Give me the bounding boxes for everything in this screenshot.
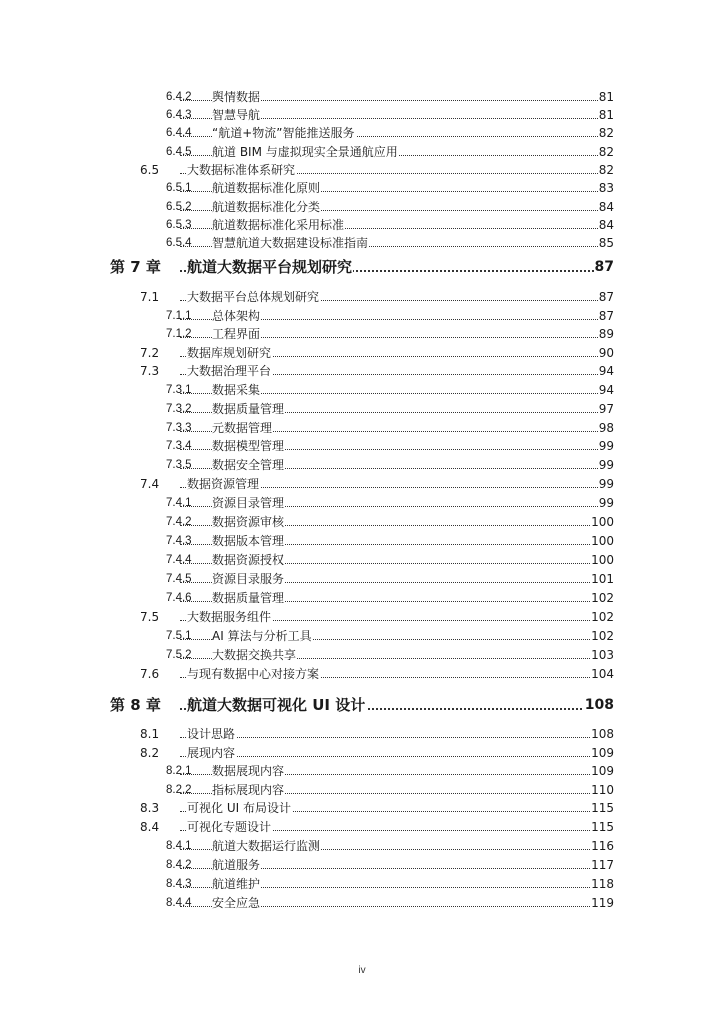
toc-entry-title: 设计思路	[187, 727, 236, 741]
toc-entry-number: 第 7 章	[110, 258, 161, 276]
toc-entry-title: 智慧导航	[212, 108, 261, 122]
toc-entry[interactable]	[0, 665, 724, 683]
toc-entry-title: 数据采集	[212, 383, 261, 397]
toc-entry-number: 7.3.3	[166, 422, 192, 434]
toc-entry-number: 6.5	[140, 163, 160, 177]
toc-entry[interactable]	[0, 494, 724, 512]
toc-entry-title: 数据安全管理	[212, 458, 285, 472]
toc-entry-page: 101	[591, 572, 614, 586]
toc-entry-title: 元数据管理	[212, 421, 273, 435]
toc-entry-page: 100	[591, 534, 614, 548]
toc-entry[interactable]	[0, 381, 724, 399]
toc-entry-title: 展现内容	[187, 746, 236, 760]
toc-entry-page: 108	[584, 692, 614, 718]
toc-entry[interactable]	[0, 344, 724, 362]
toc-entry[interactable]	[0, 198, 724, 216]
toc-entry-number: 7.4.3	[166, 535, 192, 547]
toc-entry-title: 航道大数据平台规划研究	[187, 254, 353, 280]
toc-entry[interactable]	[0, 307, 724, 325]
toc-entry-title: 数据模型管理	[212, 439, 285, 453]
toc-entry-title: 大数据标准体系研究	[187, 163, 296, 177]
toc-entry-page: 102	[591, 591, 614, 605]
toc-entry-page: 89	[598, 327, 614, 341]
toc-entry-number: 7.3.1	[166, 384, 192, 396]
toc-entry-number: 6.4.3	[166, 109, 192, 121]
toc-entry-page: 109	[591, 746, 614, 760]
toc-entry-title: 数据质量管理	[212, 591, 285, 605]
toc-entry-number: 8.4.3	[166, 878, 192, 890]
toc-entry-number: 7.1	[140, 290, 160, 304]
toc-entry-title: 可视化专题设计	[187, 820, 272, 834]
toc-entry-page: 94	[598, 364, 614, 378]
toc-entry-number: 6.5.1	[166, 182, 192, 194]
toc-entry[interactable]	[0, 856, 724, 874]
toc-entry-title: 航道数据标准化分类	[212, 200, 321, 214]
toc-entry[interactable]	[0, 837, 724, 855]
toc-entry[interactable]	[0, 551, 724, 569]
toc-entry[interactable]	[0, 161, 724, 179]
toc-entry-title: 智慧航道大数据建设标准指南	[212, 236, 369, 250]
toc-entry-number: 8.4.2	[166, 859, 192, 871]
toc-entry-title: 数据资源管理	[187, 477, 260, 491]
toc-entry-title: 资源目录服务	[212, 572, 285, 586]
toc-entry-number: 7.4.1	[166, 497, 192, 509]
toc-entry-title: 舆情数据	[212, 90, 261, 104]
toc-entry-number: 7.3.2	[166, 403, 192, 415]
toc-entry-title: AI 算法与分析工具	[212, 629, 312, 643]
toc-entry[interactable]	[0, 875, 724, 893]
toc-entry-title: “航道+物流”智能推送服务	[212, 126, 355, 140]
toc-entry-number: 8.2.1	[166, 765, 192, 777]
toc-entry-page: 87	[594, 254, 614, 280]
toc-entry-page: 99	[598, 477, 614, 491]
toc-entry[interactable]	[0, 762, 724, 780]
dot-leader	[180, 737, 614, 738]
dot-leader	[180, 756, 614, 757]
toc-entry-title: 工程界面	[212, 327, 261, 341]
toc-entry-page: 116	[591, 839, 614, 853]
toc-entry[interactable]	[0, 475, 724, 493]
toc-entry-title: 数据版本管理	[212, 534, 285, 548]
toc-entry-number: 8.2.2	[166, 784, 192, 796]
toc-chapter-entry[interactable]	[0, 692, 724, 718]
toc-entry-title: 大数据交换共享	[212, 648, 297, 662]
toc-entry-number: 7.4.6	[166, 592, 192, 604]
toc-entry-page: 82	[598, 126, 614, 140]
toc-entry-title: 航道数据标准化采用标准	[212, 218, 345, 232]
toc-entry[interactable]	[0, 646, 724, 664]
toc-entry-title: 可视化 UI 布局设计	[187, 801, 291, 815]
toc-entry[interactable]	[0, 362, 724, 380]
toc-entry-number: 7.5.2	[166, 649, 192, 661]
toc-entry-number: 7.4.4	[166, 554, 192, 566]
toc-entry[interactable]	[0, 88, 724, 106]
toc-entry-number: 8.4.1	[166, 840, 192, 852]
toc-entry[interactable]	[0, 437, 724, 455]
toc-entry[interactable]	[0, 400, 724, 418]
toc-entry-page: 99	[598, 496, 614, 510]
toc-entry-page: 94	[598, 383, 614, 397]
toc-entry-page: 84	[598, 218, 614, 232]
toc-entry-number: 7.4.2	[166, 516, 192, 528]
toc-chapter-entry[interactable]	[0, 254, 724, 280]
toc-entry-title: 指标展现内容	[212, 783, 285, 797]
toc-entry-page: 102	[591, 629, 614, 643]
toc-entry-number: 7.3.5	[166, 459, 192, 471]
toc-entry[interactable]	[0, 234, 724, 252]
toc-entry[interactable]	[0, 570, 724, 588]
toc-entry-page: 97	[598, 402, 614, 416]
toc-entry-title: 航道服务	[212, 858, 261, 872]
toc-entry-page: 85	[598, 236, 614, 250]
toc-entry-number: 8.4	[140, 820, 160, 834]
toc-entry-number: 8.2	[140, 746, 160, 760]
toc-entry-title: 数据库规划研究	[187, 346, 272, 360]
toc-entry-page: 118	[591, 877, 614, 891]
toc-entry-number: 7.5.1	[166, 630, 192, 642]
toc-entry-page: 87	[598, 290, 614, 304]
toc-entry-number: 7.6	[140, 667, 160, 681]
toc-entry-page: 108	[591, 727, 614, 741]
toc-entry-page: 104	[591, 667, 614, 681]
toc-entry[interactable]	[0, 627, 724, 645]
toc-entry-page: 109	[591, 764, 614, 778]
toc-entry[interactable]	[0, 513, 724, 531]
toc-entry-page: 99	[598, 458, 614, 472]
toc-entry[interactable]	[0, 124, 724, 142]
toc-entry-number: 6.5.4	[166, 237, 192, 249]
toc-entry[interactable]	[0, 456, 724, 474]
toc-entry-page: 100	[591, 515, 614, 529]
toc-entry[interactable]	[0, 608, 724, 626]
toc-entry[interactable]	[0, 744, 724, 762]
toc-entry[interactable]	[0, 216, 724, 234]
toc-entry-number: 7.4.5	[166, 573, 192, 585]
toc-entry-number: 6.4.4	[166, 127, 192, 139]
toc-entry-title: 航道大数据运行监测	[212, 839, 321, 853]
toc-entry-page: 82	[598, 145, 614, 159]
toc-entry-number: 7.4	[140, 477, 160, 491]
toc-entry-page: 84	[598, 200, 614, 214]
toc-entry-title: 航道大数据可视化 UI 设计	[187, 692, 366, 718]
toc-entry-page: 102	[591, 610, 614, 624]
toc-entry[interactable]	[0, 179, 724, 197]
toc-entry-title: 航道 BIM 与虚拟现实全景通航应用	[212, 145, 398, 159]
toc-entry[interactable]	[0, 419, 724, 437]
toc-entry-title: 大数据治理平台	[187, 364, 272, 378]
toc-entry-page: 98	[598, 421, 614, 435]
toc-entry-page: 110	[591, 783, 614, 797]
toc-entry[interactable]	[0, 288, 724, 306]
toc-entry-title: 资源目录管理	[212, 496, 285, 510]
toc-entry-title: 与现有数据中心对接方案	[187, 667, 320, 681]
toc-entry-page: 82	[598, 163, 614, 177]
toc-entry-number: 6.5.2	[166, 201, 192, 213]
toc-entry-page: 100	[591, 553, 614, 567]
toc-entry-number: 6.4.2	[166, 91, 192, 103]
toc-entry-title: 总体架构	[212, 309, 261, 323]
toc-entry-title: 数据资源审核	[212, 515, 285, 529]
toc-entry[interactable]	[0, 818, 724, 836]
toc-entry-page: 81	[598, 108, 614, 122]
toc-entry-number: 6.5.3	[166, 219, 192, 231]
toc-entry-page: 81	[598, 90, 614, 104]
toc-entry[interactable]	[0, 799, 724, 817]
toc-entry-title: 大数据服务组件	[187, 610, 272, 624]
toc-entry-title: 大数据平台总体规划研究	[187, 290, 320, 304]
toc-entry-title: 航道数据标准化原则	[212, 181, 321, 195]
toc-entry-page: 103	[591, 648, 614, 662]
toc-entry[interactable]	[0, 532, 724, 550]
toc-entry-number: 7.1.2	[166, 328, 192, 340]
toc-entry-page: 119	[591, 896, 614, 910]
toc-entry-page: 99	[598, 439, 614, 453]
toc-entry-title: 航道维护	[212, 877, 261, 891]
toc-entry-title: 安全应急	[212, 896, 261, 910]
toc-entry[interactable]	[0, 589, 724, 607]
toc-entry-page: 87	[598, 309, 614, 323]
toc-entry-page: 83	[598, 181, 614, 195]
toc-entry-page: 115	[591, 801, 614, 815]
toc-entry-number: 6.4.5	[166, 146, 192, 158]
page-footer-number: iv	[358, 965, 366, 976]
toc-entry[interactable]	[0, 143, 724, 161]
toc-entry-number: 第 8 章	[110, 696, 161, 714]
toc-entry-number: 8.4.4	[166, 897, 192, 909]
toc-entry-title: 数据展现内容	[212, 764, 285, 778]
toc-entry-page: 117	[591, 858, 614, 872]
toc-entry-number: 8.3	[140, 801, 160, 815]
toc-entry-number: 7.1.1	[166, 310, 192, 322]
toc-entry[interactable]	[0, 781, 724, 799]
toc-entry-title: 数据资源授权	[212, 553, 285, 567]
toc-entry-number: 7.3	[140, 364, 160, 378]
toc-entry-page: 90	[598, 346, 614, 360]
toc-entry-number: 8.1	[140, 727, 160, 741]
toc-entry-page: 115	[591, 820, 614, 834]
toc-entry-number: 7.3.4	[166, 440, 192, 452]
toc-entry-title: 数据质量管理	[212, 402, 285, 416]
toc-entry-number: 7.2	[140, 346, 160, 360]
toc-entry[interactable]	[0, 725, 724, 743]
toc-entry-number: 7.5	[140, 610, 160, 624]
toc-entry[interactable]	[0, 894, 724, 912]
toc-entry[interactable]	[0, 106, 724, 124]
toc-entry[interactable]	[0, 325, 724, 343]
